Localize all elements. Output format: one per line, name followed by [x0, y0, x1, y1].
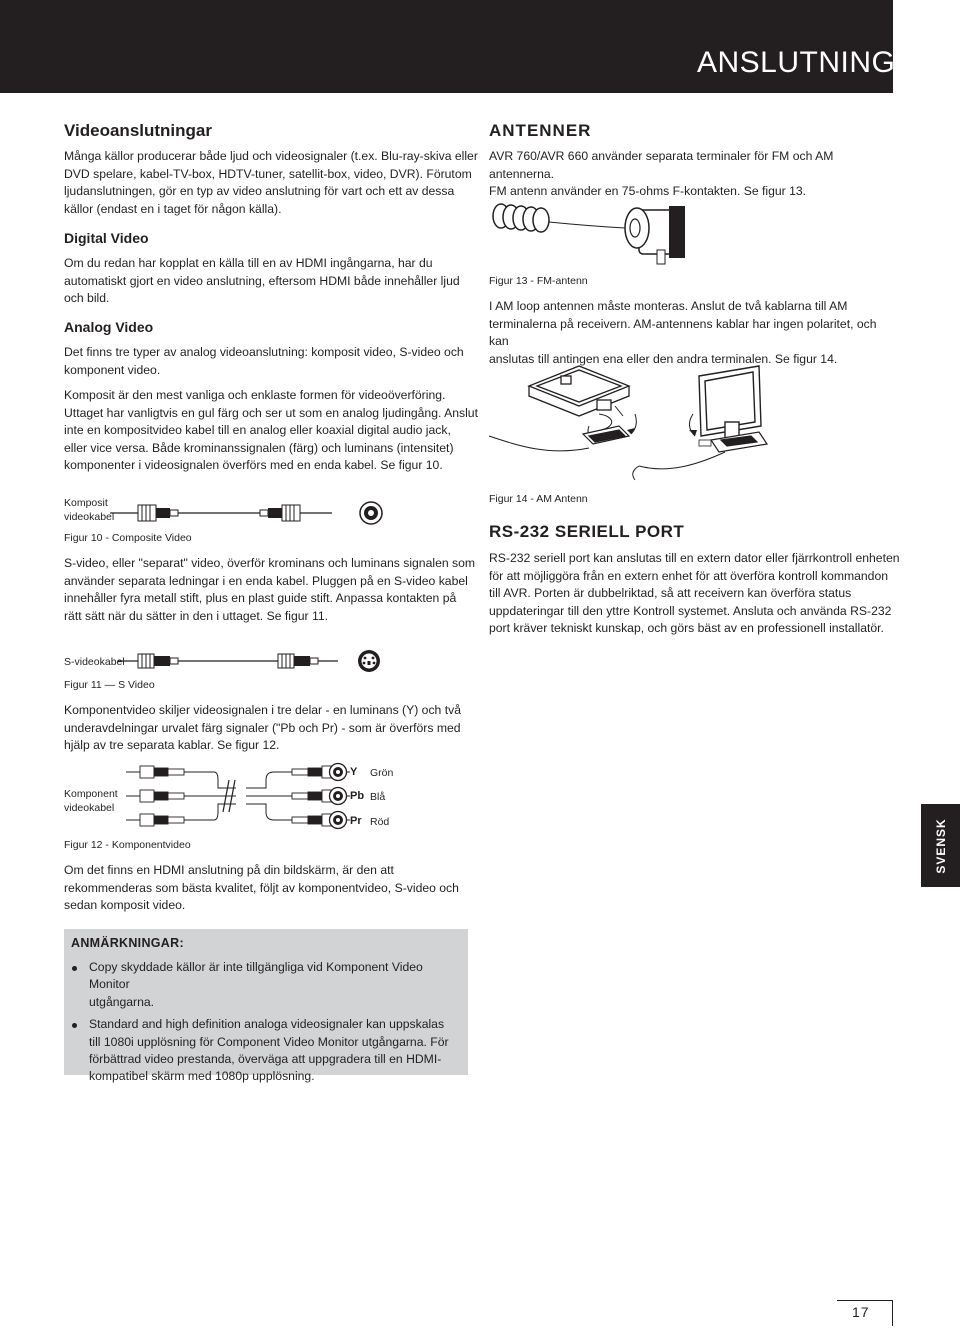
- fig14-caption: Figur 14 - AM Antenn: [489, 493, 588, 505]
- am-antenna-illustration: [489, 356, 789, 486]
- connector-y-color: Grön: [370, 767, 394, 779]
- connector-pr-color: Röd: [370, 816, 390, 828]
- svideo-jack-icon: [358, 650, 380, 672]
- page-number: 17: [852, 1304, 870, 1320]
- component-paragraph: Komponentvideo skiljer videosignalen i tre delar - en luminans (Y) och två underavdelningar urvalet färg signaler ("Pb och Pr) - som är överförs med hjälp av tre separata kablar. Se figur 12.: [64, 703, 461, 753]
- composite-cable-diagram: [110, 495, 390, 531]
- page-title: ANSLUTNINGAR: [696, 46, 938, 79]
- jack-pr-icon: [330, 812, 347, 829]
- svideo-plug-left-icon: [138, 654, 178, 668]
- fig11-label: S-videokabel: [64, 656, 125, 668]
- am-loop-flat-icon: [529, 366, 629, 416]
- fig10-label: Komposit videokabel: [64, 497, 115, 523]
- hdmi-paragraph: Om det finns en HDMI anslutning på din bildskärm, är den att rekommenderas som bästa kvalitet, följt av komponentvideo, S-video och sedan komposit video.: [64, 863, 459, 913]
- svideo-plug-right-icon: [278, 654, 318, 668]
- digital-video-paragraph: Om du redan har kopplat en källa till en av HDMI ingångarna, har du automatiskt gjort en video anslutning, eftersom HDMI både innehåller ljud och bild.: [64, 256, 460, 306]
- heading-videoanslutningar: Videoanslutningar: [64, 121, 212, 140]
- notes-title: ANMÄRKNINGAR:: [71, 936, 184, 950]
- fig12-caption: Figur 12 - Komponentvideo: [64, 839, 191, 851]
- am-loop-standing-icon: [699, 366, 761, 440]
- heading-antenner: ANTENNER: [489, 121, 592, 140]
- composite-plug-left-icon: [138, 505, 178, 521]
- composite-paragraph: Komposit är den mest vanliga och enklaste formen för videoöverföring. Uttaget har vanligtvis en gul färg och ser ut som en analog ljudingång. Anslut inte en kompositvideo kabel till en analog eller koaxial digital audio jack, eller vice versa. Både krominanssignalen (färg) och luminans (intensitet) komponenter i videosignalen överförs med en enda kabel. Se figur 10.: [64, 388, 478, 473]
- heading-analog-video: Analog Video: [64, 319, 154, 335]
- language-tab-label: SVENSK: [933, 817, 948, 874]
- fig13-caption: Figur 13 - FM-antenn: [489, 275, 588, 287]
- heading-digital-video: Digital Video: [64, 230, 149, 246]
- connector-pb-color: Blå: [370, 791, 386, 803]
- am-base-icon: [583, 426, 629, 444]
- rs232-paragraph: RS-232 seriell port kan anslutas till en extern dator eller fjärrkontroll enheten för att möjliggöra från en extern enhet för att överföra kontroll kommandon till AVR. Porten är dubbelriktad, så att receivern kan överföra status uppdateringar till den yttre Kontroll systemet. Ansluta och använda RS-232 port kräver tekniskt kunskap, och görs bäst av en professionell installatör.: [489, 551, 900, 636]
- intro-paragraph: Många källor producerar både ljud och videosignaler (t.ex. Blu-ray-skiva eller DVD spelare, kabel-TV-box, HDTV-tuner, satellit-box, video, DVR). Förutom ljudanslutningen, gör en typ av video anslutning för vart och ett av dessa källor (endast en i taget för någon källa).: [64, 149, 478, 216]
- am-stand-icon: [711, 432, 767, 452]
- fm-coil-icon: [493, 204, 549, 232]
- heading-rs232: RS-232 SERIELL PORT: [489, 522, 685, 541]
- jack-pb-icon: [330, 788, 347, 805]
- component-plugs-left-icon: [140, 766, 184, 826]
- antenner-paragraph: AVR 760/AVR 660 använder separata terminaler för FM och AM antennerna. FM antenn använder en 75-ohms F-kontakten. Se figur 13.: [489, 149, 834, 199]
- rca-jack-icon: [360, 502, 382, 524]
- bullet-icon: [72, 1023, 77, 1028]
- composite-plug-right-icon: [260, 505, 300, 521]
- svideo-paragraph: S-video, eller "separat" video, överför krominans och luminans signalen som använder separata ledningar i en enda kabel. Pluggen på en S-video kabel innehåller fyra metall stift, plus en plast guide stift. Anpassa kontakten på rätt sätt när du sätter in den i uttaget. Se figur 11.: [64, 556, 476, 623]
- fig10-caption: Figur 10 - Composite Video: [64, 532, 192, 544]
- am-paragraph: I AM loop antennen måste monteras. Anslut de två kablarna till AM terminalerna på receivern. AM-antennens kablar har ingen polaritet, och kan anslutas till antingen ena eller den andra terminalen. Se figur 14.: [489, 299, 877, 366]
- fig11-caption: Figur 11 — S Video: [64, 679, 155, 691]
- note-item: Standard and high definition analoga videosignaler kan uppskalas till 1080i upplösning för Component Video Monitor utgångarna. För förbättrad video prestanda, överväga att uppgradera till en HDMI- kompatibel skärm med 1080p upplösning.: [72, 1016, 462, 1086]
- notes-box: [64, 929, 468, 1084]
- analog-video-paragraph: Det finns tre typer av analog videoanslutning: komposit video, S-video och komponent video.: [64, 345, 464, 377]
- language-tab: [921, 804, 960, 887]
- f-connector-icon: [625, 206, 685, 264]
- jack-y-icon: [330, 764, 347, 781]
- notes-list: [72, 959, 462, 1091]
- connector-y-name: Y: [350, 766, 358, 778]
- note-item: Copy skyddade källor är inte tillgängliga vid Komponent Video Monitor utgångarna.: [72, 959, 462, 1011]
- connector-pb-name: Pb: [350, 790, 365, 802]
- bullet-icon: [72, 966, 77, 971]
- svideo-cable-diagram: [118, 646, 388, 676]
- fm-antenna-illustration: [489, 194, 709, 274]
- fig12-label: Komponent videokabel: [64, 788, 118, 814]
- connector-pr-name: Pr: [350, 815, 362, 827]
